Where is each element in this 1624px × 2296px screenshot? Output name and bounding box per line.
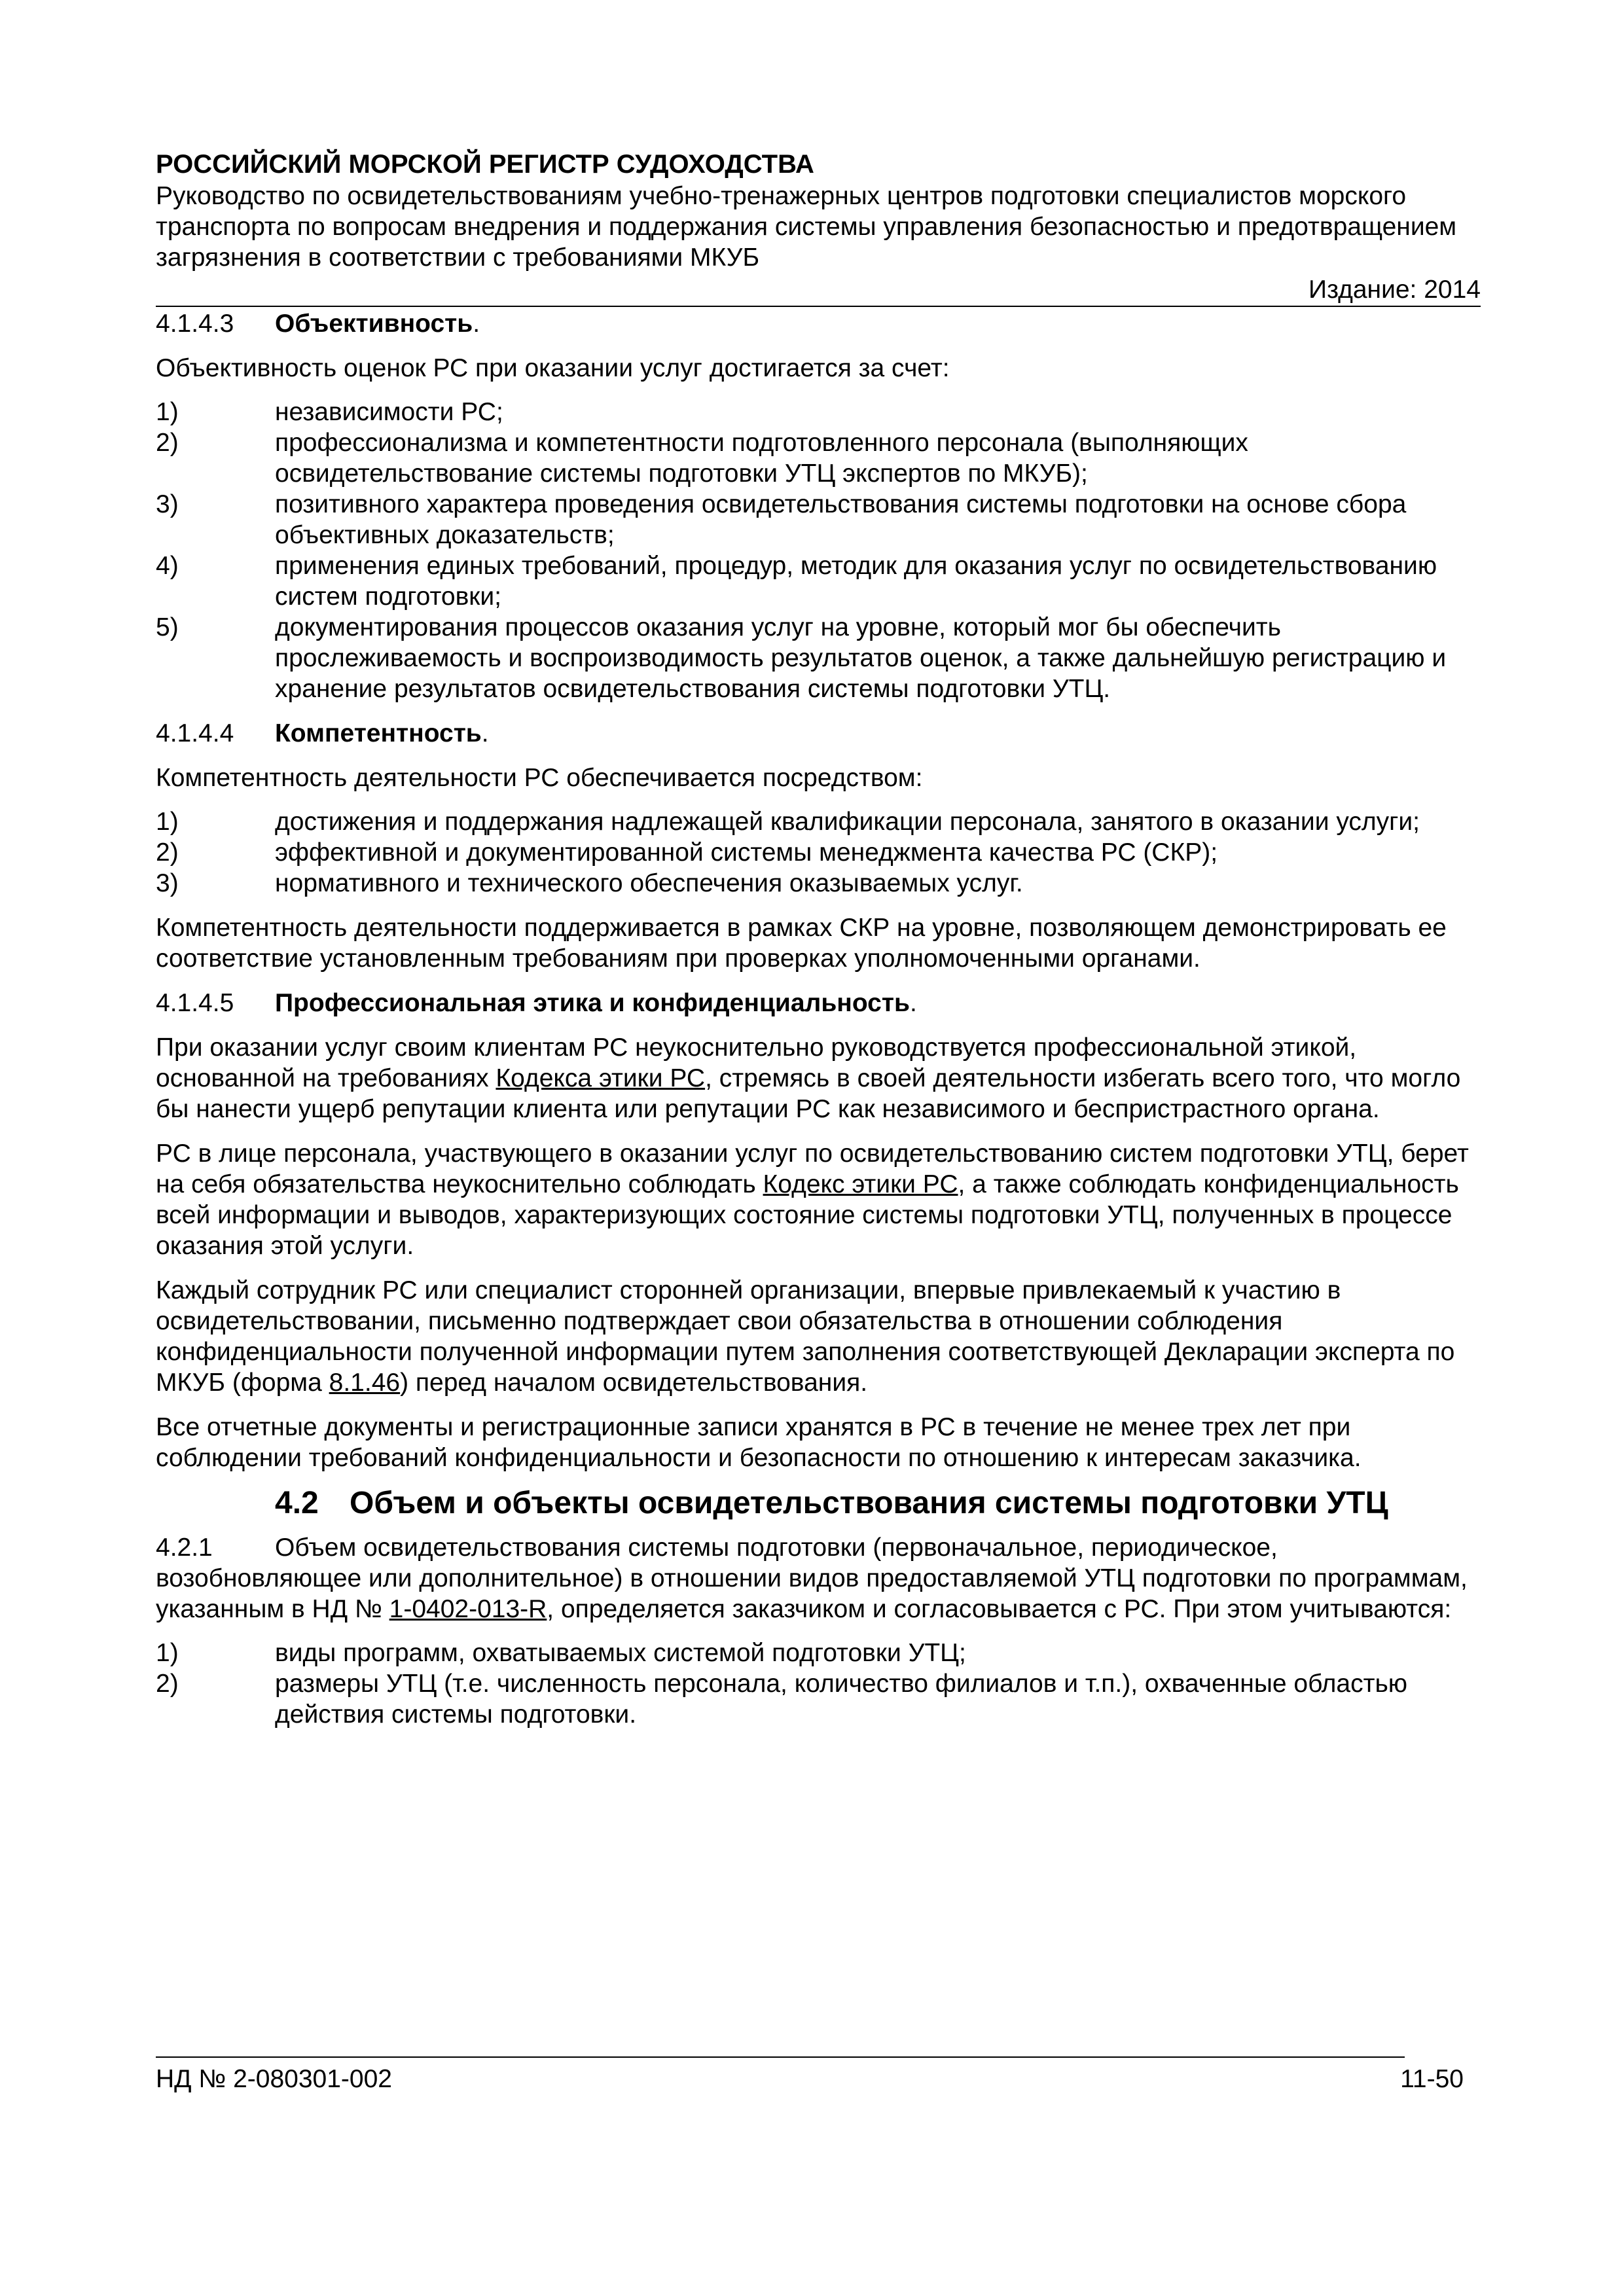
list-item [156,1668,1481,1730]
list-text: нормативного и технического обеспечения оказываемых услуг. [275,869,1023,897]
list-number: 3) [156,869,179,897]
list-text: профессионализма и компетентности подготовленного персонала (выполняющих освидетельствование системы подготовки УТЦ экспертов по МКУБ); [275,429,1248,488]
list-item [156,837,1481,868]
paragraph: Каждый сотрудник РС или специалист сторонней организации, впервые привлекаемый к участию в освидетельствовании, письменно подтверждает свои обязательства в отношении соблюдения конфиденциальности полученной информации путем заполнения соответствующей Декларации эксперта по МКУБ (форма 8.1.46) перед началом освидетельствования. [156,1276,1455,1397]
section-title: Объективность [275,310,473,338]
document-title: Руководство по освидетельствованиям учебно-тренажерных центров подготовки специалистов морского транспорта по вопросам внедрения и поддержания системы управления безопасностью и предотвращением загрязнения в соответствии с требованиями МКУБ [156,182,1457,272]
list-item [156,612,1481,704]
ethics-code-link[interactable]: Кодекса этики РС [496,1064,706,1092]
section-title: Компетентность [275,719,482,747]
list-text: виды программ, охватываемых системой подготовки УТЦ; [275,1639,966,1667]
list-text: достижения и поддержания надлежащей квалификации персонала, занятого в оказании услуги; [275,808,1420,836]
nd-link[interactable]: 1-0402-013-R [389,1595,547,1623]
header-rule [156,306,1481,307]
edition-label: Издание: 2014 [1308,276,1481,304]
page-number: 11-50 [1400,2065,1464,2093]
section-heading-4144: 4.1.4.4 Компетентность. [156,719,489,747]
paragraph: Все отчетные документы и регистрационные записи хранятся в РС в течение не менее трех лет при соблюдении требований конфиденциальности и безопасности по отношению к интересам заказчика. [156,1413,1362,1472]
section-heading-4143: 4.1.4.3 Объективность. [156,310,480,338]
paragraph: Объективность оценок РС при оказании услуг достигается за счет: [156,354,950,382]
paragraph: Компетентность деятельности РС обеспечивается посредством: [156,764,923,792]
list-item [156,427,1481,489]
list-text: независимости РС; [275,398,503,426]
form-link[interactable]: 8.1.46 [329,1369,401,1397]
list-number: 2) [156,838,179,867]
list-number: 3) [156,490,179,518]
list-item [156,550,1481,612]
list-number: 2) [156,429,179,457]
list-4144 [156,806,1481,899]
footer-rule [156,2056,1405,2058]
list-text: размеры УТЦ (т.е. численность персонала, количество филиалов и т.п.), охваченные областью действия системы подготовки. [275,1670,1408,1729]
section-number: 4.1.4.5 [156,989,234,1017]
paragraph: При оказании услуг своим клиентам РС неукоснительно руководствуется профессиональной этикой, основанной на требованиях Кодекса этики РС, стремясь в своей деятельности избегать всего того, что могло бы нанести ущерб репутации клиента или репутации РС как независимого и беспристрастного органа. [156,1033,1461,1123]
paragraph: Компетентность деятельности поддерживается в рамках СКР на уровне, позволяющем демонстрировать ее соответствие установленным требованиям при проверках уполномоченными органами. [156,914,1447,973]
document-number: НД № 2-080301-002 [156,2065,392,2093]
page-footer [156,2064,1464,2094]
paragraph: РС в лице персонала, участвующего в оказании услуг по освидетельствованию систем подготовки УТЦ, берет на себя обязательства неукоснительно соблюдать Кодекс этики РС, а также соблюдать конфиденциальность всей информации и выводов, характеризующих состояние системы подготовки УТЦ, полученных в процессе оказания этой услуги. [156,1139,1469,1260]
list-text: эффективной и документированной системы менеджмента качества РС (СКР); [275,838,1218,867]
list-number: 1) [156,1639,179,1667]
list-number: 2) [156,1670,179,1698]
list-text: позитивного характера проведения освидетельствования системы подготовки на основе сбора объективных доказательств; [275,490,1407,549]
list-text: применения единых требований, процедур, методик для оказания услуг по освидетельствованию систем подготовки; [275,552,1437,611]
section-number: 4.1.4.3 [156,310,234,338]
list-number: 1) [156,398,179,426]
list-item [156,806,1481,837]
section-number: 4.2.1 [156,1534,213,1562]
section-number: 4.1.4.4 [156,719,234,747]
document-page [156,148,1481,1730]
list-number: 5) [156,613,179,641]
ethics-code-link[interactable]: Кодекс этики РС [763,1170,958,1198]
list-number: 4) [156,552,179,580]
section-heading-42 [275,1484,1481,1523]
list-item [156,868,1481,899]
organization-name: РОССИЙСКИЙ МОРСКОЙ РЕГИСТР СУДОХОДСТВА [156,150,814,179]
list-item [156,397,1481,427]
list-42 [156,1638,1481,1730]
list-4143 [156,397,1481,704]
list-item [156,1638,1481,1668]
list-number: 1) [156,808,179,836]
section-title: Профессиональная этика и конфиденциальность [275,989,910,1017]
section-title: Объем и объекты освидетельствования системы подготовки УТЦ [350,1486,1388,1520]
list-text: документирования процессов оказания услуг на уровне, который мог бы обеспечить прослеживаемость и воспроизводимость результатов оценок, а также дальнейшую регистрацию и хранение результатов освидетельствования системы подготовки УТЦ. [275,613,1447,703]
section-heading-4145: 4.1.4.5 Профессиональная этика и конфиденциальность. [156,989,917,1017]
list-item [156,489,1481,550]
section-number: 4.2 [275,1486,319,1520]
paragraph: 4.2.1 Объем освидетельствования системы подготовки (первоначальное, периодическое, возобновляющее или дополнительное) в отношении видов предоставляемой УТЦ подготовки по программам, указанным в НД № 1-0402-013-R, определяется заказчиком и согласовывается с РС. При этом учитываются: [156,1534,1468,1623]
